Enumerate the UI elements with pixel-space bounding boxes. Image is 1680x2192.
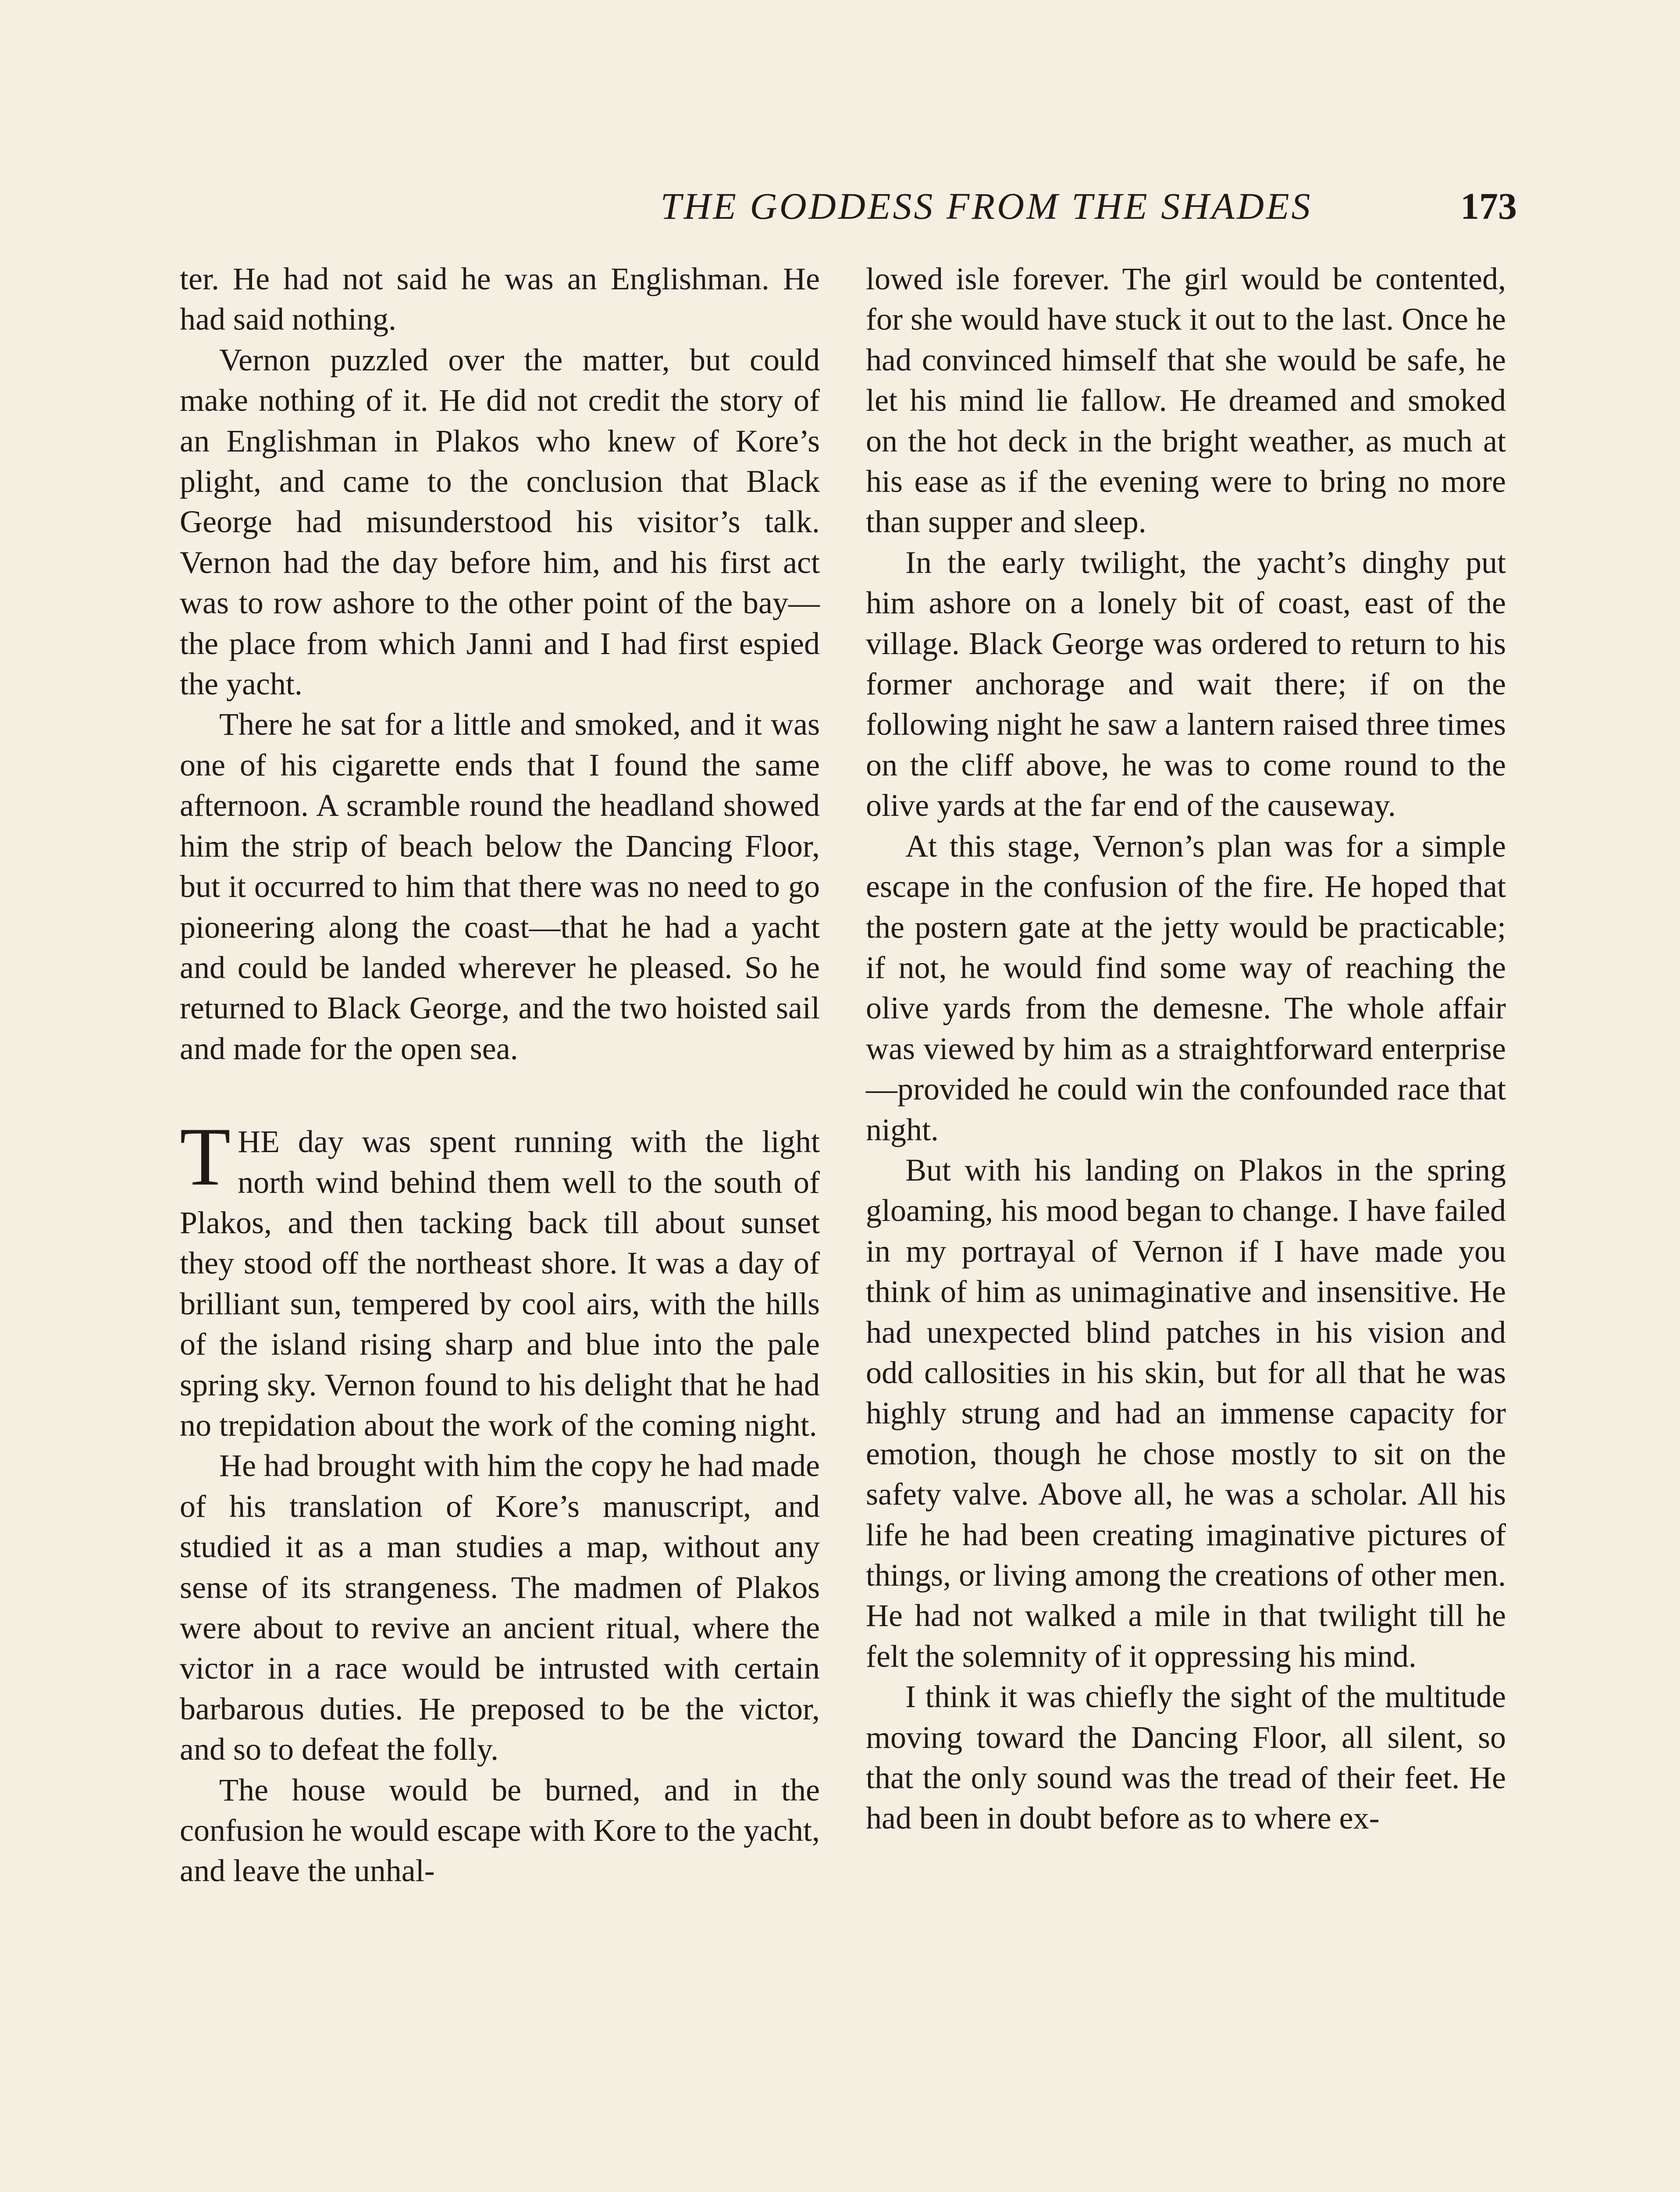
drop-cap: T xyxy=(180,1111,231,1203)
page-number: 173 xyxy=(1460,185,1517,227)
paragraph: But with his landing on Plakos in the spring gloaming, his mood began to change. I have failed in my portrayal of Vernon if I have made you think of him as unimaginative and insensitive. He had unexpected blind patches in his vision and odd callosities in his skin, but for all that he was highly strung and had an immense capacity for emotion, though he chose mostly to sit on the safety valve. Above all, he was a scholar. All his life he had been creating imaginative pictures of things, or living among the creations of other men. He had not walked a mile in that twilight till he felt the solemnity of it oppressing his mind. xyxy=(866,1152,1506,1674)
paragraph-text: HE day was spent running with the light north wind behind them well to the south of Plakos, and then tacking back till about sunset they stood off the northeast shore. It was a day of brilliant sun, tempered by cool airs, with the hills of the island rising sharp and blue into the pale spring sky. Vernon found to his delight that he had no trepidation about the work of the coming night. xyxy=(180,1124,820,1443)
left-column xyxy=(180,259,820,1891)
paragraph: The house would be burned, and in the confusion he would escape with Kore to the yacht, and leave the unhal- xyxy=(180,1772,820,1889)
section-start-paragraph xyxy=(180,1111,820,1445)
paragraph: In the early twilight, the yacht’s dinghy put him ashore on a lonely bit of coast, east of the village. Black George was ordered to return to his former anchorage and wait there; if on the following night he saw a lantern raised three times on the cliff above, he was to come round to the olive yards at the far end of the causeway. xyxy=(866,544,1506,823)
paragraph: There he sat for a little and smoked, and it was one of his cigarette ends that I found the same afternoon. A scramble round the headland showed him the strip of beach below the Dancing Floor, but it occurred to him that there was no need to go pioneering along the coast—that he had a yacht and could be landed wherever he pleased. So he returned to Black George, and the two hoisted sail and made for the open sea. xyxy=(180,707,820,1066)
paragraph: I think it was chiefly the sight of the multitude moving toward the Dancing Floor, all silent, so that the only sound was the tread of their feet. He had been in doubt before as to where ex- xyxy=(866,1679,1506,1836)
paragraph: He had brought with him the copy he had made of his translation of Kore’s manuscript, and studied it as a man studies a map, without any sense of its strangeness. The madmen of Plakos were about to revive an ancient ritual, where the victor in a race would be intrusted with certain barbarous duties. He preposed to be the victor, and so to defeat the folly. xyxy=(180,1448,820,1767)
paragraph: Vernon puzzled over the matter, but could make nothing of it. He did not credit the story of an Englishman in Plakos who knew of Kore’s plight, and came to the conclusion that Black George had misunderstood his visitor’s talk. Vernon had the day before him, and his first act was to row ashore to the other point of the bay—the place from which Janni and I had first espied the yacht. xyxy=(180,342,820,702)
paragraph-continued: ter. He had not said he was an Englishman. He had said nothing. xyxy=(180,261,820,337)
right-column xyxy=(866,259,1506,1839)
paragraph: At this stage, Vernon’s plan was for a simple escape in the confusion of the fire. He hoped that the postern gate at the jetty would be practicable; if not, he would find some way of reaching the olive yards from the demesne. The whole affair was viewed by him as a straightforward enterprise—provided he could win the confounded race that night. xyxy=(866,828,1506,1147)
paragraph-continued: lowed isle forever. The girl would be contented, for she would have stuck it out to the last. Once he had convinced himself that she would be safe, he let his mind lie fallow. He dreamed and smoked on the hot deck in the bright weather, as much at his ease as if the evening were to bring no more than supper and sleep. xyxy=(866,261,1506,540)
running-head: THE GODDESS FROM THE SHADES xyxy=(660,185,1313,227)
